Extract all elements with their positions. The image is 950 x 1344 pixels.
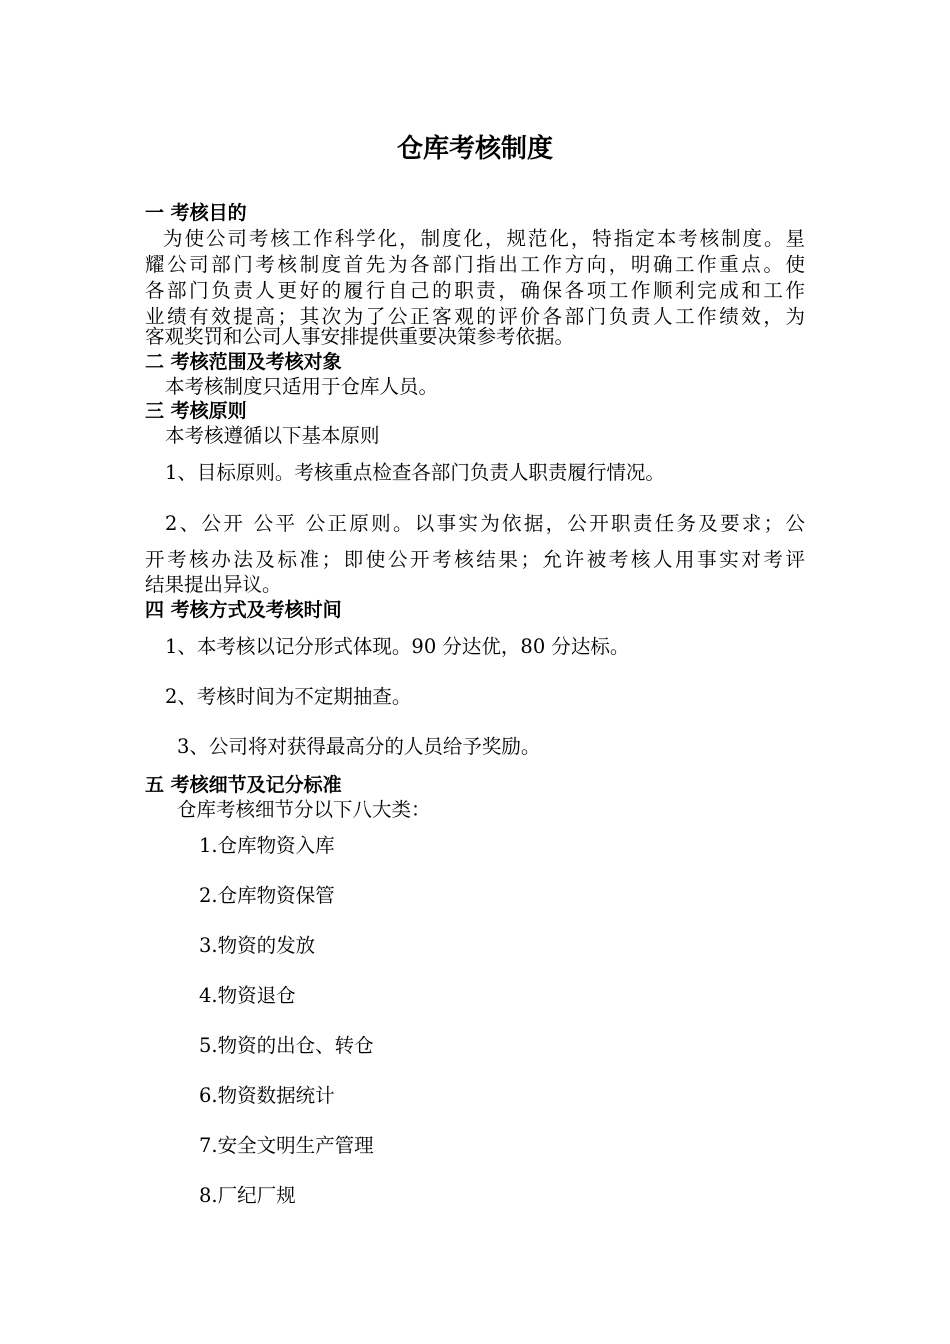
category-item: 5.物资的出仓、转仓 bbox=[199, 1034, 374, 1057]
category-item: 4.物资退仓 bbox=[199, 984, 296, 1007]
paragraph-line: 为使公司考核工作科学化，制度化，规范化，特指定本考核制度。星 bbox=[163, 227, 805, 250]
paragraph-line: 业绩有效提高；其次为了公正客观的评价各部门负责人工作绩效，为 bbox=[145, 305, 805, 328]
method-item: 3、公司将对获得最高分的人员给予奖励。 bbox=[177, 735, 541, 758]
category-item: 8.厂纪厂规 bbox=[199, 1184, 296, 1207]
category-item: 3.物资的发放 bbox=[199, 934, 316, 957]
category-item: 1.仓库物资入库 bbox=[199, 834, 335, 857]
category-item: 6.物资数据统计 bbox=[199, 1084, 335, 1107]
section-heading: 四 考核方式及考核时间 bbox=[145, 599, 342, 621]
section-heading: 三 考核原则 bbox=[145, 400, 247, 422]
method-item: 2、考核时间为不定期抽查。 bbox=[165, 685, 412, 708]
method-item: 1、本考核以记分形式体现。90 分达优，80 分达标。 bbox=[165, 635, 630, 658]
category-item: 2.仓库物资保管 bbox=[199, 884, 335, 907]
principle-item: 2、公开 公平 公正原则。以事实为依据，公开职责任务及要求；公 bbox=[165, 512, 805, 535]
category-item: 7.安全文明生产管理 bbox=[199, 1134, 374, 1157]
paragraph-line: 开考核办法及标准；即使公开考核结果；允许被考核人用事实对考评 bbox=[145, 548, 805, 571]
principle-item: 1、目标原则。考核重点检查各部门负责人职责履行情况。 bbox=[165, 461, 665, 484]
paragraph-line: 客观奖罚和公司人事安排提供重要决策参考依据。 bbox=[145, 325, 575, 348]
section-heading: 二 考核范围及考核对象 bbox=[145, 351, 342, 373]
paragraph-line: 本考核制度只适用于仓库人员。 bbox=[165, 375, 439, 398]
paragraph-line: 结果提出异议。 bbox=[145, 573, 282, 596]
paragraph-line: 本考核遵循以下基本原则 bbox=[165, 424, 380, 447]
paragraph-line: 各部门负责人更好的履行自己的职责，确保各项工作顺利完成和工作 bbox=[145, 279, 805, 302]
document-title: 仓库考核制度 bbox=[396, 134, 553, 164]
section-heading: 五 考核细节及记分标准 bbox=[145, 774, 342, 796]
paragraph-line: 仓库考核细节分以下八大类： bbox=[177, 798, 431, 821]
section-heading: 一 考核目的 bbox=[145, 202, 247, 224]
paragraph-line: 耀公司部门考核制度首先为各部门指出工作方向，明确工作重点。使 bbox=[145, 253, 805, 276]
